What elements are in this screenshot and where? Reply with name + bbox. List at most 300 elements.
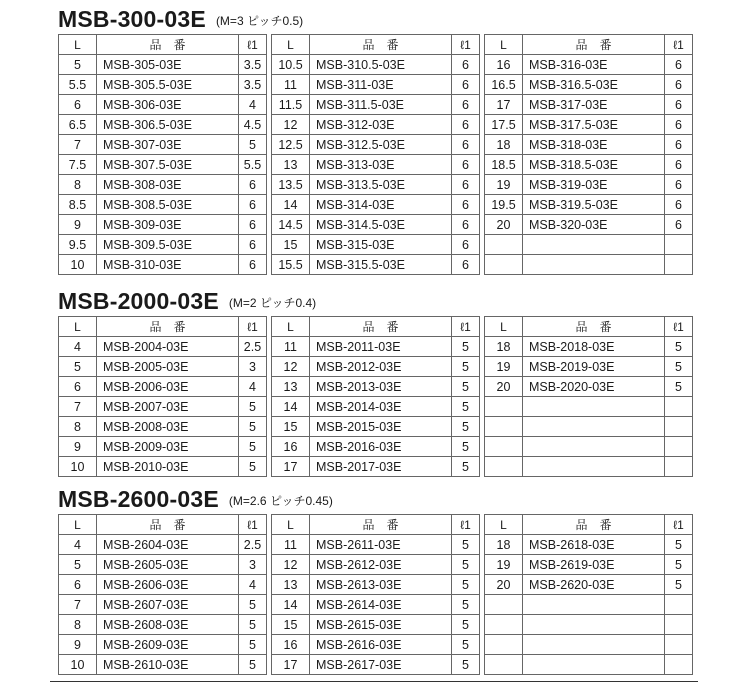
cell-l1: 5 [452,575,480,595]
table-row [485,555,693,575]
cell-part-number: MSB-2004-03E [97,337,239,357]
table-row [272,175,480,195]
table-row [59,75,267,95]
table-row [272,575,480,595]
table-row [59,555,267,575]
cell-l1: 3 [239,357,267,377]
cell-l1: 6 [239,195,267,215]
section-title: MSB-2600-03E [58,486,219,512]
header-part-number: 品 番 [523,317,665,337]
cell-part-number: MSB-316-03E [523,55,665,75]
cell-length: 13 [272,155,310,175]
section-subtitle: (M=2.6 ピッチ0.45) [228,494,333,508]
cell-length [485,655,523,675]
cell-length: 8.5 [59,195,97,215]
cell-part-number: MSB-2005-03E [97,357,239,377]
cell-part-number: MSB-312-03E [310,115,452,135]
table-row [485,337,693,357]
cell-part-number: MSB-318-03E [523,135,665,155]
cell-length: 11.5 [272,95,310,115]
table-header-row [485,317,693,337]
table-row [59,655,267,675]
cell-length: 7 [59,397,97,417]
cell-l1: 6 [665,135,693,155]
table-row [59,615,267,635]
cell-l1: 5 [452,357,480,377]
cell-l1: 5 [452,417,480,437]
table-row [59,255,267,275]
table-row [485,535,693,555]
cell-l1: 6 [239,255,267,275]
cell-length: 11 [272,337,310,357]
table-row [59,55,267,75]
cell-l1: 5 [665,555,693,575]
cell-l1: 6 [452,95,480,115]
section-tables [58,34,691,275]
cell-l1: 5 [239,437,267,457]
cell-part-number: MSB-309.5-03E [97,235,239,255]
cell-part-number: MSB-313.5-03E [310,175,452,195]
cell-part-number: MSB-320-03E [523,215,665,235]
table-row [59,417,267,437]
cell-length: 5 [59,555,97,575]
cell-part-number: MSB-314-03E [310,195,452,215]
cell-length: 5 [59,357,97,377]
cell-l1: 5.5 [239,155,267,175]
cell-part-number: MSB-2620-03E [523,575,665,595]
cell-part-number: MSB-319-03E [523,175,665,195]
cell-length: 14.5 [272,215,310,235]
cell-length: 10.5 [272,55,310,75]
header-part-number: 品 番 [523,35,665,55]
cell-l1: 5 [665,535,693,555]
cell-length: 20 [485,575,523,595]
cell-part-number: MSB-305-03E [97,55,239,75]
table-header-row [59,35,267,55]
cell-part-number: MSB-312.5-03E [310,135,452,155]
section-subtitle: (M=3 ピッチ0.5) [215,14,304,28]
cell-part-number: MSB-2011-03E [310,337,452,357]
table-row [485,135,693,155]
cell-l1: 5 [665,377,693,397]
cell-part-number: MSB-2010-03E [97,457,239,477]
table-row [272,655,480,675]
cell-part-number: MSB-308-03E [97,175,239,195]
header-part-number: 品 番 [97,515,239,535]
cell-l1: 6 [452,235,480,255]
cell-l1: 4 [239,575,267,595]
table-row [59,377,267,397]
table-row [485,397,693,417]
cell-part-number: MSB-311-03E [310,75,452,95]
cell-part-number: MSB-2020-03E [523,377,665,397]
cell-part-number: MSB-318.5-03E [523,155,665,175]
cell-part-number: MSB-319.5-03E [523,195,665,215]
cell-l1: 5 [452,377,480,397]
cell-length [485,457,523,477]
cell-length: 7 [59,595,97,615]
cell-length: 15 [272,417,310,437]
header-l: L [485,317,523,337]
cell-l1: 6 [665,215,693,235]
table-row [272,357,480,377]
cell-length [485,255,523,275]
header-part-number: 品 番 [97,317,239,337]
table-row [485,655,693,675]
cell-length: 8 [59,417,97,437]
cell-part-number: MSB-2008-03E [97,417,239,437]
cell-part-number [523,417,665,437]
cell-part-number [523,655,665,675]
cell-length: 17 [272,655,310,675]
table-row [272,135,480,155]
table-row [485,437,693,457]
table-row [59,357,267,377]
cell-part-number: MSB-2007-03E [97,397,239,417]
cell-l1 [665,437,693,457]
cell-length: 12 [272,555,310,575]
section-msb-2600 [58,483,691,675]
cell-length: 5.5 [59,75,97,95]
cell-part-number: MSB-2014-03E [310,397,452,417]
table-row [59,575,267,595]
cell-l1: 6 [452,215,480,235]
cell-part-number: MSB-2018-03E [523,337,665,357]
cell-l1 [665,615,693,635]
table-row [485,215,693,235]
section-title: MSB-300-03E [58,6,206,32]
table-row [485,235,693,255]
table-row [272,215,480,235]
cell-part-number [523,595,665,615]
cell-l1: 6 [452,55,480,75]
header-l: L [59,35,97,55]
cell-l1: 3 [239,555,267,575]
cell-length: 19 [485,555,523,575]
cell-length: 18 [485,535,523,555]
table-header-row [272,515,480,535]
cell-length: 15 [272,235,310,255]
cell-part-number [523,397,665,417]
cell-length: 6 [59,575,97,595]
cell-length: 11 [272,535,310,555]
cell-length: 17 [272,457,310,477]
spec-table [58,316,267,477]
cell-part-number: MSB-317.5-03E [523,115,665,135]
table-row [272,397,480,417]
cell-l1: 6 [239,215,267,235]
cell-part-number: MSB-2605-03E [97,555,239,575]
cell-length [485,595,523,615]
cell-part-number [523,615,665,635]
cell-part-number: MSB-2615-03E [310,615,452,635]
cell-length: 6.5 [59,115,97,135]
cell-part-number: MSB-2608-03E [97,615,239,635]
cell-l1: 4 [239,95,267,115]
cell-length: 7 [59,135,97,155]
cell-l1: 6 [239,175,267,195]
table-row [59,457,267,477]
cell-length: 9.5 [59,235,97,255]
cell-l1: 6 [452,115,480,135]
section-title-row [58,3,691,31]
cell-l1: 5 [239,417,267,437]
table-row [485,75,693,95]
cell-part-number: MSB-2016-03E [310,437,452,457]
cell-l1: 5 [452,555,480,575]
cell-length: 6 [59,95,97,115]
spec-table [484,514,693,675]
cell-l1 [665,457,693,477]
table-row [59,397,267,417]
spec-table [484,316,693,477]
cell-l1: 5 [239,615,267,635]
cell-l1: 5 [239,457,267,477]
table-row [485,635,693,655]
table-row [485,457,693,477]
header-l: L [272,317,310,337]
cell-length: 9 [59,635,97,655]
cell-l1: 4.5 [239,115,267,135]
cell-part-number: MSB-2613-03E [310,575,452,595]
table-row [272,95,480,115]
cell-length: 19 [485,175,523,195]
table-row [485,377,693,397]
bottom-divider [50,681,698,682]
table-row [59,95,267,115]
table-row [59,115,267,135]
cell-length [485,397,523,417]
cell-l1: 5 [452,655,480,675]
cell-length: 13 [272,575,310,595]
cell-l1: 5 [665,357,693,377]
table-row [59,235,267,255]
section-msb-300 [58,3,691,275]
cell-part-number: MSB-309-03E [97,215,239,235]
cell-l1: 5 [239,595,267,615]
table-row [59,535,267,555]
table-row [272,235,480,255]
table-row [485,255,693,275]
cell-l1: 5 [665,575,693,595]
cell-part-number: MSB-310.5-03E [310,55,452,75]
table-row [485,55,693,75]
cell-length: 4 [59,337,97,357]
spec-table [271,34,480,275]
cell-length [485,437,523,457]
header-l: L [59,317,97,337]
cell-part-number: MSB-315-03E [310,235,452,255]
cell-part-number: MSB-311.5-03E [310,95,452,115]
cell-l1: 5 [452,337,480,357]
section-subtitle: (M=2 ピッチ0.4) [228,296,317,310]
cell-part-number: MSB-2616-03E [310,635,452,655]
cell-l1: 5 [239,135,267,155]
cell-length: 15.5 [272,255,310,275]
table-row [272,417,480,437]
table-row [485,95,693,115]
cell-part-number: MSB-308.5-03E [97,195,239,215]
cell-length: 16.5 [485,75,523,95]
cell-l1: 6 [452,135,480,155]
cell-l1 [665,235,693,255]
cell-length: 17.5 [485,115,523,135]
cell-length [485,615,523,635]
cell-l1: 6 [665,55,693,75]
cell-length: 10 [59,655,97,675]
header-part-number: 品 番 [310,515,452,535]
table-header-row [59,317,267,337]
cell-l1: 5 [452,437,480,457]
table-row [272,115,480,135]
cell-l1: 5 [239,397,267,417]
cell-part-number [523,437,665,457]
spec-table [58,34,267,275]
cell-l1: 3.5 [239,55,267,75]
header-l1: ℓ1 [452,35,480,55]
cell-l1: 6 [239,235,267,255]
table-row [272,337,480,357]
cell-part-number: MSB-2013-03E [310,377,452,397]
table-row [485,575,693,595]
cell-l1: 6 [665,155,693,175]
table-row [272,55,480,75]
header-l1: ℓ1 [239,317,267,337]
cell-length [485,635,523,655]
cell-part-number: MSB-2612-03E [310,555,452,575]
cell-length: 16 [272,635,310,655]
cell-part-number: MSB-307-03E [97,135,239,155]
header-l: L [59,515,97,535]
cell-l1 [665,397,693,417]
cell-length: 15 [272,615,310,635]
table-header-row [485,35,693,55]
cell-part-number: MSB-315.5-03E [310,255,452,275]
table-row [59,595,267,615]
cell-part-number [523,457,665,477]
cell-l1: 6 [665,95,693,115]
cell-part-number: MSB-310-03E [97,255,239,275]
cell-l1: 5 [452,457,480,477]
header-l1: ℓ1 [665,317,693,337]
cell-l1: 5 [452,595,480,615]
cell-l1: 6 [452,175,480,195]
header-part-number: 品 番 [97,35,239,55]
table-row [272,595,480,615]
cell-length: 7.5 [59,155,97,175]
cell-l1: 5 [239,655,267,675]
table-row [59,195,267,215]
table-row [272,155,480,175]
cell-part-number: MSB-2019-03E [523,357,665,377]
cell-l1: 5 [452,635,480,655]
cell-length: 12 [272,357,310,377]
cell-l1: 3.5 [239,75,267,95]
table-header-row [272,35,480,55]
header-l1: ℓ1 [239,35,267,55]
header-part-number: 品 番 [310,35,452,55]
cell-length: 16 [272,437,310,457]
section-title-row [58,483,691,511]
table-header-row [59,515,267,535]
header-l1: ℓ1 [239,515,267,535]
cell-l1: 2.5 [239,535,267,555]
cell-length: 11 [272,75,310,95]
header-l: L [272,35,310,55]
cell-part-number [523,635,665,655]
section-title: MSB-2000-03E [58,288,219,314]
header-part-number: 品 番 [310,317,452,337]
cell-length: 12.5 [272,135,310,155]
cell-l1: 5 [452,397,480,417]
cell-part-number [523,235,665,255]
cell-part-number: MSB-2606-03E [97,575,239,595]
cell-length: 17 [485,95,523,115]
cell-length: 14 [272,397,310,417]
cell-length: 9 [59,215,97,235]
table-row [485,595,693,615]
cell-part-number: MSB-305.5-03E [97,75,239,95]
cell-part-number: MSB-2015-03E [310,417,452,437]
cell-length: 18 [485,135,523,155]
section-tables [58,316,691,477]
cell-length: 16 [485,55,523,75]
cell-part-number: MSB-317-03E [523,95,665,115]
cell-l1: 2.5 [239,337,267,357]
cell-part-number: MSB-2607-03E [97,595,239,615]
table-row [272,75,480,95]
cell-length: 14 [272,595,310,615]
table-row [272,555,480,575]
table-row [485,417,693,437]
cell-l1: 5 [239,635,267,655]
cell-length: 8 [59,175,97,195]
table-row [59,215,267,235]
cell-l1 [665,635,693,655]
cell-l1: 6 [665,115,693,135]
table-row [485,357,693,377]
table-row [272,457,480,477]
cell-l1: 6 [452,255,480,275]
cell-l1: 6 [665,195,693,215]
cell-part-number: MSB-2617-03E [310,655,452,675]
cell-length [485,235,523,255]
table-row [59,437,267,457]
table-row [485,195,693,215]
cell-part-number: MSB-2604-03E [97,535,239,555]
cell-l1: 6 [665,175,693,195]
table-row [272,255,480,275]
table-header-row [485,515,693,535]
spec-table [271,514,480,675]
cell-l1: 5 [452,535,480,555]
cell-l1 [665,417,693,437]
cell-part-number: MSB-2611-03E [310,535,452,555]
cell-part-number: MSB-307.5-03E [97,155,239,175]
cell-part-number: MSB-316.5-03E [523,75,665,95]
table-row [485,615,693,635]
cell-length: 18.5 [485,155,523,175]
table-row [272,437,480,457]
cell-length: 10 [59,457,97,477]
cell-l1: 5 [452,615,480,635]
cell-l1: 6 [452,195,480,215]
header-l1: ℓ1 [665,515,693,535]
header-l: L [485,515,523,535]
cell-length: 13.5 [272,175,310,195]
cell-l1 [665,595,693,615]
spec-table [271,316,480,477]
